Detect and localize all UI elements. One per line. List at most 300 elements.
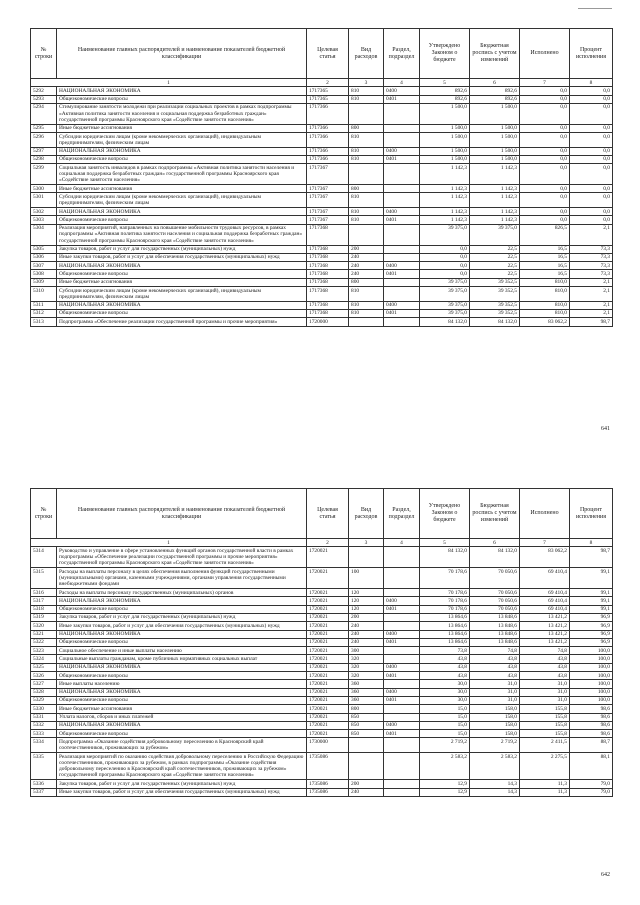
section-cell [384, 287, 420, 302]
approved-cell: 1 142,3 [420, 193, 470, 208]
row-name-cell: Уплата налогов, сборов и иных платежей [57, 713, 307, 721]
row-name-cell: Общеэкономические вопросы [57, 270, 307, 278]
budget-list-cell: 1 142,3 [470, 185, 520, 193]
executed-cell: 0,0 [520, 124, 570, 132]
table-row [31, 713, 613, 721]
approved-cell: 43,8 [420, 663, 470, 671]
row-number-cell: 5301 [31, 193, 57, 208]
approved-cell: 70 178,6 [420, 568, 470, 589]
col-index: 5 [420, 539, 470, 547]
row-name-cell: Иные бюджетные ассигнования [57, 185, 307, 193]
approved-cell: 30,0 [420, 688, 470, 696]
section-cell: 0400 [384, 147, 420, 155]
executed-cell: 810,0 [520, 278, 570, 286]
executed-cell: 69 410,4 [520, 605, 570, 613]
percent-cell: 98,6 [570, 713, 613, 721]
expense-kind-cell: 240 [349, 638, 384, 646]
budget-list-cell: 1 500,0 [470, 155, 520, 163]
row-number-cell: 5303 [31, 216, 57, 224]
row-number-cell: 5319 [31, 613, 57, 621]
expense-kind-cell [349, 318, 384, 326]
row-number-cell: 5310 [31, 287, 57, 302]
table-row [31, 547, 613, 568]
table-row [31, 208, 613, 216]
approved-cell: 1 142,3 [420, 185, 470, 193]
row-name-cell: Субсидии юридическим лицам (кроме некоммерческих организаций), индивидуальным предпринимателям, физическим лицам [57, 193, 307, 208]
approved-cell: 892,6 [420, 95, 470, 103]
approved-cell: 13 864,6 [420, 630, 470, 638]
row-name-cell: Иные бюджетные ассигнования [57, 278, 307, 286]
expense-kind-cell: 240 [349, 253, 384, 261]
budget-list-cell: 31,0 [470, 680, 520, 688]
row-number-cell: 5329 [31, 696, 57, 704]
col-kind-header: Вид расходов [349, 29, 384, 79]
approved-cell: 15,0 [420, 713, 470, 721]
percent-cell: 0,0 [570, 185, 613, 193]
executed-cell: 31,0 [520, 680, 570, 688]
executed-cell: 0,0 [520, 103, 570, 124]
col-approved-header: Утверждено Законом о бюджете [420, 29, 470, 79]
percent-cell: 98,6 [570, 730, 613, 738]
executed-cell: 31,0 [520, 696, 570, 704]
section-cell [384, 622, 420, 630]
row-name-cell: НАЦИОНАЛЬНАЯ ЭКОНОМИКА [57, 721, 307, 729]
table-row [31, 753, 613, 780]
budget-list-cell: 39 352,5 [470, 301, 520, 309]
section-cell [384, 753, 420, 780]
approved-cell: 13 864,6 [420, 613, 470, 621]
col-index: 5 [420, 79, 470, 87]
row-number-cell: 5331 [31, 713, 57, 721]
col-index: 6 [470, 539, 520, 547]
executed-cell: 11,3 [520, 780, 570, 788]
section-cell: 0400 [384, 663, 420, 671]
col-name-header: Наименование главных распорядителей и наименование показателей бюджетной классификации [57, 489, 307, 539]
section-cell [384, 738, 420, 753]
approved-cell: 0,0 [420, 245, 470, 253]
percent-cell: 98,6 [570, 705, 613, 713]
table-row [31, 270, 613, 278]
budget-list-cell: 1 500,0 [470, 103, 520, 124]
row-number-cell: 5327 [31, 680, 57, 688]
executed-cell: 0,0 [520, 133, 570, 148]
target-article-cell: 1720021 [307, 730, 349, 738]
budget-list-cell: 74,8 [470, 647, 520, 655]
expense-kind-cell: 240 [349, 622, 384, 630]
col-index: 8 [570, 79, 613, 87]
expense-kind-cell: 850 [349, 730, 384, 738]
row-name-cell: НАЦИОНАЛЬНАЯ ЭКОНОМИКА [57, 87, 307, 95]
percent-cell: 0,0 [570, 87, 613, 95]
executed-cell: 43,8 [520, 663, 570, 671]
approved-cell: 70 178,6 [420, 605, 470, 613]
percent-cell: 99,1 [570, 605, 613, 613]
expense-kind-cell: 800 [349, 705, 384, 713]
target-article-cell: 1720021 [307, 605, 349, 613]
section-cell: 0401 [384, 309, 420, 317]
table-row [31, 688, 613, 696]
table-row [31, 278, 613, 286]
approved-cell: 15,0 [420, 721, 470, 729]
approved-cell: 0,0 [420, 270, 470, 278]
executed-cell: 810,0 [520, 301, 570, 309]
table-row [31, 185, 613, 193]
row-name-cell: Иные закупки товаров, работ и услуг для обеспечения государственных (муниципальных) нужд [57, 253, 307, 261]
row-number-cell: 5316 [31, 589, 57, 597]
percent-cell: 73,3 [570, 262, 613, 270]
expense-kind-cell: 810 [349, 193, 384, 208]
row-number-cell: 5313 [31, 318, 57, 326]
approved-cell: 1 500,0 [420, 124, 470, 132]
section-cell [384, 613, 420, 621]
section-cell: 0401 [384, 95, 420, 103]
percent-cell: 2,1 [570, 224, 613, 245]
col-index: 3 [349, 79, 384, 87]
approved-cell: 1 142,3 [420, 208, 470, 216]
expense-kind-cell: 240 [349, 262, 384, 270]
percent-cell: 100,0 [570, 696, 613, 704]
section-cell: 0400 [384, 301, 420, 309]
table-row [31, 147, 613, 155]
table-row [31, 597, 613, 605]
expense-kind-cell: 810 [349, 309, 384, 317]
target-article-cell: 1717368 [307, 270, 349, 278]
col-index: 7 [520, 79, 570, 87]
table-row [31, 253, 613, 261]
table-row [31, 680, 613, 688]
budget-list-cell: 1 142,3 [470, 193, 520, 208]
target-article-cell: 1720021 [307, 696, 349, 704]
table-row [31, 193, 613, 208]
row-number-cell: 5304 [31, 224, 57, 245]
approved-cell: 30,0 [420, 680, 470, 688]
table-row [31, 780, 613, 788]
table-row [31, 95, 613, 103]
target-article-cell: 1735086 [307, 780, 349, 788]
row-name-cell: Социальная занятость инвалидов в рамках подпрограммы «Активная политика занятости населения и социальная поддержка безработных граждан» государственной программы Красноярского края «Содействие занятости населения» [57, 164, 307, 185]
table-row [31, 696, 613, 704]
row-number-cell: 5314 [31, 547, 57, 568]
target-article-cell: 1717366 [307, 133, 349, 148]
expense-kind-cell: 810 [349, 155, 384, 163]
table-row [31, 605, 613, 613]
approved-cell: 70 178,6 [420, 589, 470, 597]
executed-cell: 155,8 [520, 713, 570, 721]
target-article-cell: 1717368 [307, 287, 349, 302]
executed-cell: 155,8 [520, 721, 570, 729]
executed-cell: 155,8 [520, 730, 570, 738]
approved-cell: 1 500,0 [420, 155, 470, 163]
executed-cell: 826,5 [520, 224, 570, 245]
row-name-cell: Общеэкономические вопросы [57, 730, 307, 738]
expense-kind-cell: 240 [349, 270, 384, 278]
col-article-header: Целевая статья [307, 29, 349, 79]
percent-cell: 98,6 [570, 721, 613, 729]
table-row [31, 164, 613, 185]
percent-cell: 0,0 [570, 133, 613, 148]
section-cell [384, 193, 420, 208]
row-number-cell: 5308 [31, 270, 57, 278]
approved-cell: 15,0 [420, 705, 470, 713]
report-page-642 [30, 488, 612, 878]
approved-cell: 39 375,0 [420, 287, 470, 302]
target-article-cell: 1717366 [307, 147, 349, 155]
row-number-cell: 5324 [31, 655, 57, 663]
executed-cell: 0,0 [520, 185, 570, 193]
percent-cell: 2,1 [570, 309, 613, 317]
row-number-cell: 5292 [31, 87, 57, 95]
row-name-cell: НАЦИОНАЛЬНАЯ ЭКОНОМИКА [57, 663, 307, 671]
section-cell: 0400 [384, 87, 420, 95]
row-number-cell: 5302 [31, 208, 57, 216]
section-cell: 0400 [384, 721, 420, 729]
target-article-cell: 1717368 [307, 278, 349, 286]
col-index: 3 [349, 539, 384, 547]
table-row [31, 663, 613, 671]
approved-cell: 39 375,0 [420, 301, 470, 309]
row-name-cell: Иные закупки товаров, работ и услуг для обеспечения государственных (муниципальных) нужд [57, 788, 307, 796]
percent-cell: 96,9 [570, 613, 613, 621]
col-section-header: Раздел, подраздел [384, 489, 420, 539]
target-article-cell: 1720021 [307, 713, 349, 721]
expense-kind-cell: 360 [349, 688, 384, 696]
budget-list-cell: 43,8 [470, 672, 520, 680]
executed-cell: 810,0 [520, 309, 570, 317]
table-row [31, 589, 613, 597]
executed-cell: 0,0 [520, 87, 570, 95]
target-article-cell: 1720000 [307, 318, 349, 326]
executed-cell: 16,5 [520, 270, 570, 278]
section-cell: 0401 [384, 605, 420, 613]
col-index: 8 [570, 539, 613, 547]
budget-list-cell: 14,3 [470, 788, 520, 796]
percent-cell: 2,1 [570, 301, 613, 309]
section-cell: 0401 [384, 672, 420, 680]
approved-cell: 43,8 [420, 655, 470, 663]
section-cell: 0400 [384, 208, 420, 216]
percent-cell: 79,0 [570, 788, 613, 796]
row-number-cell: 5296 [31, 133, 57, 148]
row-name-cell: Иные выплаты населению [57, 680, 307, 688]
executed-cell: 0,0 [520, 164, 570, 185]
budget-list-cell: 892,6 [470, 95, 520, 103]
expense-kind-cell: 810 [349, 147, 384, 155]
row-name-cell: НАЦИОНАЛЬНАЯ ЭКОНОМИКА [57, 208, 307, 216]
section-cell [384, 253, 420, 261]
percent-cell: 0,0 [570, 216, 613, 224]
budget-list-cell: 1 500,0 [470, 147, 520, 155]
section-cell: 0401 [384, 730, 420, 738]
expense-kind-cell: 360 [349, 696, 384, 704]
approved-cell: 12,9 [420, 788, 470, 796]
target-article-cell: 1717368 [307, 253, 349, 261]
target-article-cell: 1717368 [307, 224, 349, 245]
percent-cell: 96,9 [570, 622, 613, 630]
row-name-cell: Закупка товаров, работ и услуг для государственных (муниципальных) нужд [57, 780, 307, 788]
executed-cell: 11,3 [520, 788, 570, 796]
row-number-cell: 5325 [31, 663, 57, 671]
row-name-cell: Реализация мероприятий, направленных на повышение мобильности трудовых ресурсов, в рамках подпрограммы «Активная политика занятости населения и социальная поддержка безработных граждан» государственной программы Красноярского края «Содействие занятости населения» [57, 224, 307, 245]
target-article-cell: 1717367 [307, 164, 349, 185]
table-row [31, 318, 613, 326]
row-number-cell: 5333 [31, 730, 57, 738]
approved-cell: 84 132,0 [420, 547, 470, 568]
percent-cell: 0,0 [570, 208, 613, 216]
table-row [31, 672, 613, 680]
section-cell [384, 164, 420, 185]
executed-cell: 0,0 [520, 216, 570, 224]
percent-cell: 100,0 [570, 655, 613, 663]
row-name-cell: Общеэкономические вопросы [57, 95, 307, 103]
row-name-cell: Стимулирование занятости молодежи при реализации социальных проектов в рамках подпрограммы «Активная политика занятости населения и социальная поддержка безработных граждан» государственной программы Красноярского края «Содействие занятости населения» [57, 103, 307, 124]
budget-list-cell: 1 142,3 [470, 208, 520, 216]
row-number-cell: 5332 [31, 721, 57, 729]
row-number-cell: 5335 [31, 753, 57, 780]
target-article-cell: 1720021 [307, 589, 349, 597]
col-index: 2 [307, 539, 349, 547]
executed-cell: 69 410,4 [520, 589, 570, 597]
row-number-cell: 5305 [31, 245, 57, 253]
row-number-cell: 5315 [31, 568, 57, 589]
row-name-cell: НАЦИОНАЛЬНАЯ ЭКОНОМИКА [57, 597, 307, 605]
table-row [31, 738, 613, 753]
row-number-cell: 5295 [31, 124, 57, 132]
budget-list-cell: 31,0 [470, 696, 520, 704]
executed-cell: 13 421,2 [520, 622, 570, 630]
expense-kind-cell: 810 [349, 87, 384, 95]
expense-kind-cell: 810 [349, 287, 384, 302]
executed-cell: 83 062,2 [520, 547, 570, 568]
section-cell [384, 713, 420, 721]
target-article-cell: 1720021 [307, 680, 349, 688]
target-article-cell: 1720021 [307, 630, 349, 638]
target-article-cell: 1735086 [307, 753, 349, 780]
table-row [31, 245, 613, 253]
approved-cell: 84 132,0 [420, 318, 470, 326]
expense-kind-cell: 810 [349, 95, 384, 103]
table-row [31, 788, 613, 796]
percent-cell: 99,1 [570, 568, 613, 589]
target-article-cell: 1717368 [307, 301, 349, 309]
executed-cell: 155,8 [520, 705, 570, 713]
table-row [31, 613, 613, 621]
table-row [31, 638, 613, 646]
section-cell [384, 589, 420, 597]
approved-cell: 13 864,6 [420, 638, 470, 646]
target-article-cell: 1720021 [307, 663, 349, 671]
executed-cell: 13 421,2 [520, 630, 570, 638]
col-index: 1 [31, 539, 307, 547]
section-cell: 0400 [384, 630, 420, 638]
row-name-cell: Закупка товаров, работ и услуг для государственных (муниципальных) нужд [57, 245, 307, 253]
section-cell [384, 680, 420, 688]
section-cell: 0401 [384, 155, 420, 163]
row-name-cell: Общеэкономические вопросы [57, 638, 307, 646]
budget-list-cell: 1 500,0 [470, 133, 520, 148]
target-article-cell: 1720021 [307, 655, 349, 663]
approved-cell: 73,8 [420, 647, 470, 655]
table-row [31, 133, 613, 148]
budget-list-cell: 70 050,6 [470, 597, 520, 605]
budget-list-cell: 39 352,5 [470, 309, 520, 317]
col-index: 7 [520, 539, 570, 547]
row-number-cell: 5309 [31, 278, 57, 286]
row-number-cell: 5294 [31, 103, 57, 124]
expense-kind-cell: 850 [349, 721, 384, 729]
percent-cell: 88,1 [570, 753, 613, 780]
expense-kind-cell: 200 [349, 780, 384, 788]
col-percent-header: Процент исполнения [570, 29, 613, 79]
approved-cell: 1 142,3 [420, 216, 470, 224]
percent-cell: 96,9 [570, 638, 613, 646]
row-number-cell: 5328 [31, 688, 57, 696]
budget-list-cell: 70 050,6 [470, 605, 520, 613]
approved-cell: 12,9 [420, 780, 470, 788]
executed-cell: 83 062,2 [520, 318, 570, 326]
executed-cell: 13 421,2 [520, 613, 570, 621]
approved-cell: 0,0 [420, 262, 470, 270]
budget-list-cell: 158,0 [470, 713, 520, 721]
row-number-cell: 5298 [31, 155, 57, 163]
table-row [31, 730, 613, 738]
expense-kind-cell: 320 [349, 663, 384, 671]
expense-kind-cell: 320 [349, 655, 384, 663]
expense-kind-cell: 120 [349, 589, 384, 597]
section-cell [384, 224, 420, 245]
row-number-cell: 5300 [31, 185, 57, 193]
expense-kind-cell: 810 [349, 208, 384, 216]
report-page-641 [30, 28, 612, 432]
section-cell [384, 655, 420, 663]
approved-cell: 1 500,0 [420, 147, 470, 155]
budget-list-cell: 39 375,0 [470, 224, 520, 245]
table-row [31, 622, 613, 630]
table-row [31, 647, 613, 655]
budget-list-cell: 13 848,6 [470, 638, 520, 646]
budget-list-cell: 892,6 [470, 87, 520, 95]
col-section-header: Раздел, подраздел [384, 29, 420, 79]
approved-cell: 30,0 [420, 696, 470, 704]
executed-cell: 31,0 [520, 688, 570, 696]
executed-cell: 16,5 [520, 253, 570, 261]
section-cell: 0401 [384, 638, 420, 646]
row-name-cell: Субсидии юридическим лицам (кроме некоммерческих организаций), индивидуальным предпринимателям, физическим лицам [57, 287, 307, 302]
section-cell: 0400 [384, 262, 420, 270]
target-article-cell: 1720021 [307, 688, 349, 696]
budget-list-cell: 22,5 [470, 270, 520, 278]
budget-list-cell: 43,8 [470, 663, 520, 671]
executed-cell: 0,0 [520, 208, 570, 216]
section-cell [384, 185, 420, 193]
row-number-cell: 5307 [31, 262, 57, 270]
row-number-cell: 5321 [31, 630, 57, 638]
executed-cell: 74,8 [520, 647, 570, 655]
target-article-cell: 1717365 [307, 87, 349, 95]
col-index: 1 [31, 79, 307, 87]
col-index: 4 [384, 79, 420, 87]
percent-cell: 98,7 [570, 547, 613, 568]
percent-cell: 73,3 [570, 270, 613, 278]
executed-cell: 43,8 [520, 672, 570, 680]
executed-cell: 2 411,5 [520, 738, 570, 753]
row-name-cell: НАЦИОНАЛЬНАЯ ЭКОНОМИКА [57, 147, 307, 155]
expense-kind-cell: 120 [349, 597, 384, 605]
target-article-cell: 1717366 [307, 155, 349, 163]
row-name-cell: Иные бюджетные ассигнования [57, 124, 307, 132]
budget-list-cell: 31,0 [470, 688, 520, 696]
table-row [31, 224, 613, 245]
budget-list-cell: 70 050,6 [470, 568, 520, 589]
